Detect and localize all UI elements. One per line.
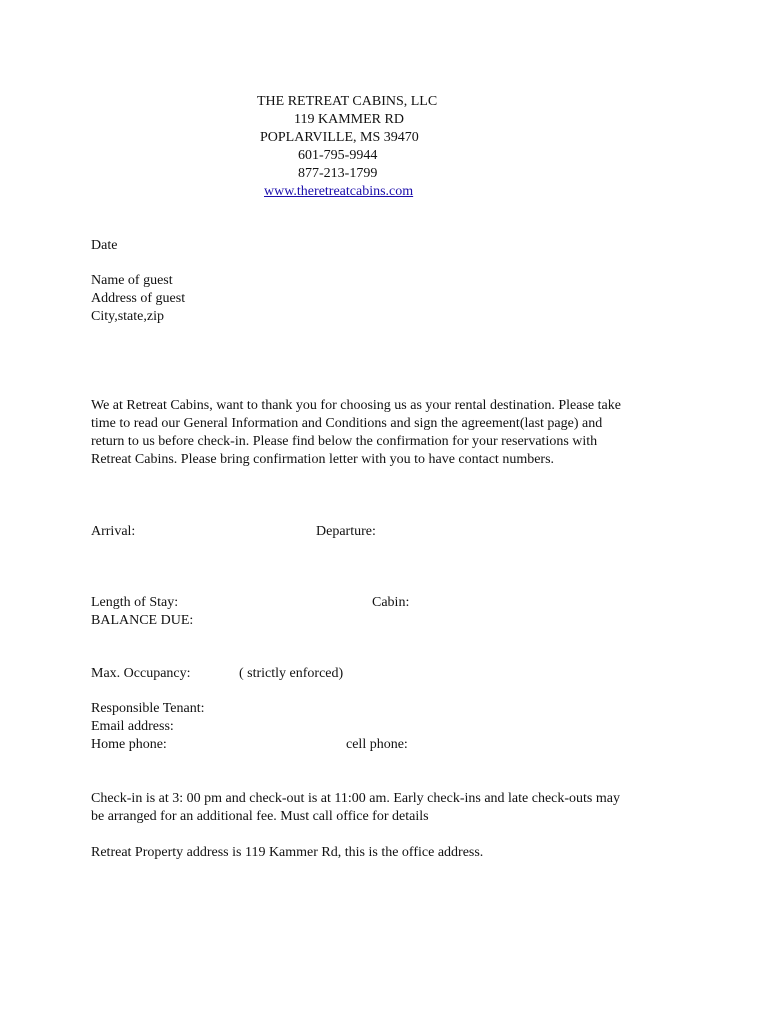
company-phone-1: 601-795-9944 — [298, 148, 378, 163]
max-occupancy-label: Max. Occupancy: — [91, 666, 191, 681]
company-street: 119 KAMMER RD — [294, 112, 404, 127]
arrival-label: Arrival: — [91, 524, 136, 539]
home-phone-label: Home phone: — [91, 737, 167, 752]
guest-name-label: Name of guest — [91, 273, 173, 288]
company-website-link[interactable]: www.theretreatcabins.com — [264, 184, 414, 199]
guest-city-label: City,state,zip — [91, 309, 164, 324]
date-label: Date — [91, 238, 118, 253]
cell-phone-label: cell phone: — [346, 737, 408, 752]
email-address-label: Email address: — [91, 719, 174, 734]
guest-address-label: Address of guest — [91, 291, 186, 306]
cabin-label: Cabin: — [372, 595, 410, 610]
checkin-note: Check-in is at 3: 00 pm and check-out is at 11:00 am. Early check-ins and late check-outs may be arranged for an additional fee. Must call office for details — [91, 791, 620, 824]
company-city-line: POPLARVILLE, MS 39470 — [260, 130, 419, 145]
responsible-tenant-label: Responsible Tenant: — [91, 701, 205, 716]
length-of-stay-label: Length of Stay: — [91, 595, 179, 610]
departure-label: Departure: — [316, 524, 376, 539]
intro-paragraph: We at Retreat Cabins, want to thank you for choosing us as your rental destination. Please take time to read our General Information and Conditions and sign the agreement(last page) and return to us before check-in. Please find below the confirmation for your reservations with Retreat Cabins. Please bring confirmation letter with you to have contact numbers. — [91, 398, 621, 467]
strictly-enforced-note: ( strictly enforced) — [239, 666, 344, 681]
company-phone-2: 877-213-1799 — [298, 166, 378, 181]
company-name: THE RETREAT CABINS, LLC — [257, 94, 438, 109]
property-address-note: Retreat Property address is 119 Kammer Rd, this is the office address. — [91, 845, 484, 860]
balance-due-label: BALANCE DUE: — [91, 613, 194, 628]
